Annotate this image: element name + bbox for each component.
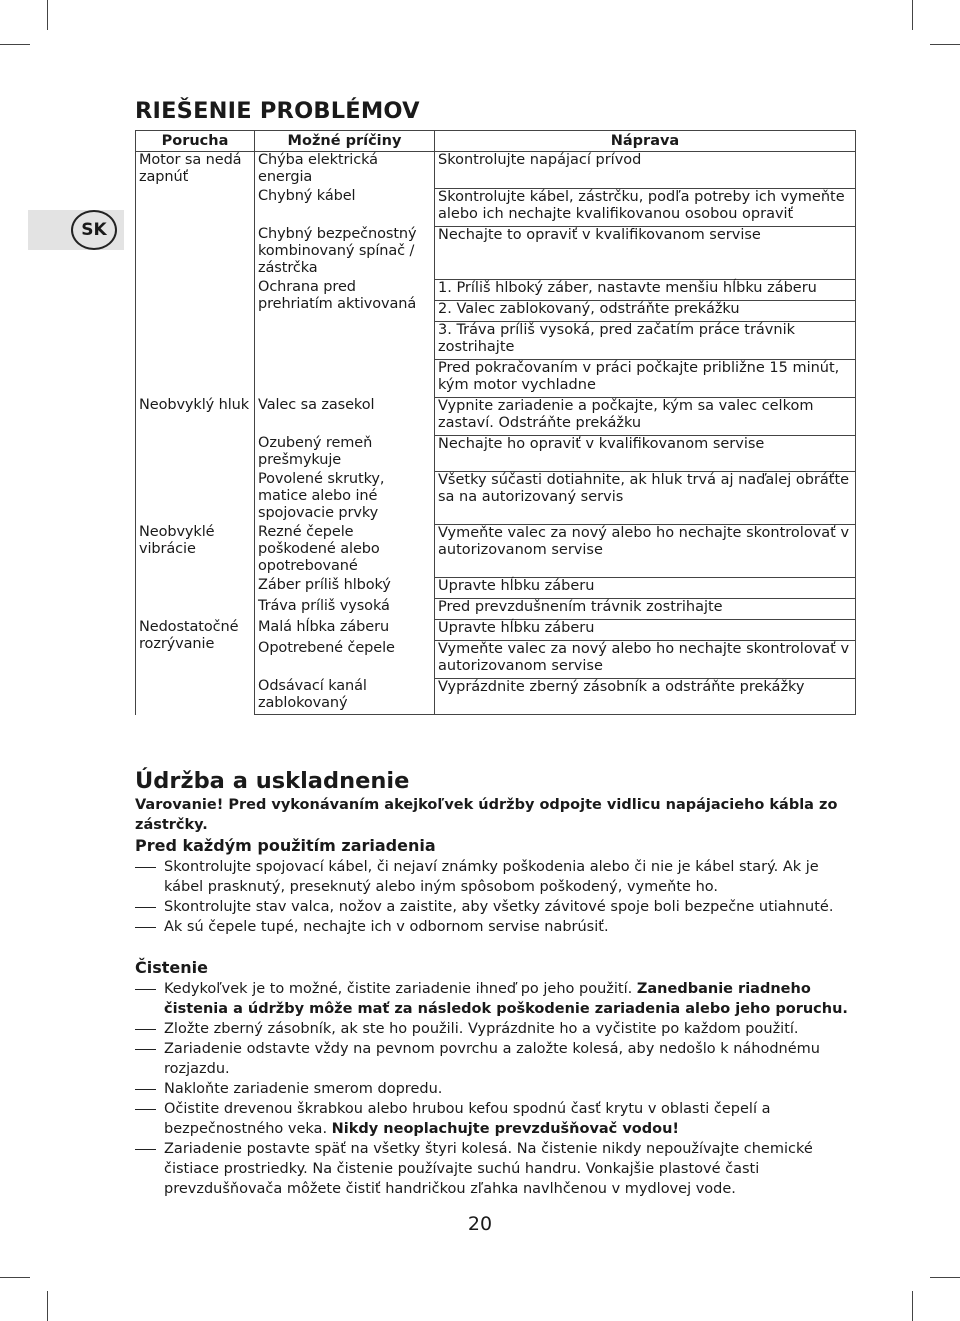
crop-mark <box>930 1277 960 1278</box>
remedy-text: Pred prevzdušnením trávnik zostrihajte <box>438 598 723 615</box>
remedy-cell <box>435 619 856 640</box>
crop-mark <box>912 0 913 30</box>
troubleshooting-table <box>135 130 856 715</box>
remedy-text: 1. Príliš hlboký záber, nastavte menšiu hĺbku záberu <box>438 279 817 296</box>
cause-cell: Chýba elektrická energia <box>255 152 435 189</box>
crop-mark <box>0 44 30 45</box>
remedy-text: Vypnite zariadenie a počkajte, kým sa valec celkom zastaví. Odstráňte prekážku <box>438 397 814 431</box>
body-text: Zariadenie odstavte vždy na pevnom povrchu a založte kolesá, aby nedošlo k náhodnému rozjazdu. <box>164 1041 820 1077</box>
cause-cell: Tráva príliš vysoká <box>255 598 435 619</box>
cause-cell: Opotrebené čepele <box>255 640 435 678</box>
remedy-text: Pred pokračovaním v práci počkajte približne 15 minút, kým motor vychladne <box>435 359 855 397</box>
language-badge: SK <box>71 210 117 250</box>
remedy-cell <box>435 226 856 279</box>
remedy-text: Nechajte to opraviť v kvalifikovanom servise <box>438 226 761 243</box>
remedy-text: Upravte hĺbku záberu <box>438 619 595 636</box>
cause-cell: Malá hĺbka záberu <box>255 619 435 640</box>
before-use-section <box>135 836 860 937</box>
remedy-text: Vyprázdnite zberný zásobník a odstráňte prekážky <box>438 678 805 695</box>
crop-mark <box>47 0 48 30</box>
remedy-text: Skontrolujte napájací prívod <box>438 152 642 168</box>
list-item <box>135 857 860 897</box>
remedy-cell <box>435 598 856 619</box>
fault-cell: Neobvyklý hluk <box>136 397 255 524</box>
crop-mark <box>912 1291 913 1321</box>
cleaning-section <box>135 958 860 1199</box>
body-text: Skontrolujte spojovací kábel, či nejaví známky poškodenia alebo či nie je kábel starý. Ak je kábel prasknutý, preseknutý alebo iným spôsobom poškodený, vymeňte ho. <box>164 859 819 895</box>
remedy-text: Vymeňte valec za nový alebo ho nechajte skontrolovať v autorizovanom servise <box>438 640 850 674</box>
list-item <box>135 1019 860 1039</box>
cause-cell: Odsávací kanál zablokovaný <box>255 678 435 715</box>
cleaning-list <box>135 979 860 1199</box>
remedy-text: Vymeňte valec za nový alebo ho nechajte skontrolovať v autorizovanom servise <box>438 524 850 558</box>
remedy-text: Všetky súčasti dotiahnite, ak hluk trvá aj naďalej obráťte sa na autorizovaný servis <box>438 471 850 505</box>
crop-mark <box>47 1291 48 1321</box>
remedy-cell <box>435 188 856 226</box>
bold-text: Zanedbanie riadneho čistenia a údržby môže mať za následok poškodenie zariadenia alebo jeho poruchu. <box>164 981 848 1017</box>
table-row <box>136 524 856 577</box>
remedy-cell <box>435 152 856 189</box>
remedy-cell <box>435 279 856 397</box>
remedy-text: Upravte hĺbku záberu <box>438 577 595 594</box>
cause-cell: Povolené skrutky, matice alebo iné spojovacie prvky <box>255 471 435 524</box>
list-item <box>135 979 860 1019</box>
cause-cell: Rezné čepele poškodené alebo opotrebované <box>255 524 435 577</box>
list-item <box>135 897 860 917</box>
cause-cell: Ochrana pred prehriatím aktivovaná <box>255 279 435 397</box>
remedy-text: 2. Valec zablokovaný, odstráňte prekážku <box>435 300 855 321</box>
cause-cell: Chybný kábel <box>255 188 435 226</box>
remedy-cell <box>435 640 856 678</box>
list-item <box>135 1079 860 1099</box>
column-header-remedy: Náprava <box>435 131 856 152</box>
warning-text: Varovanie! Pred vykonávaním akejkoľvek údržby odpojte vidlicu napájacieho kábla zo zástrčky. <box>135 797 838 833</box>
remedy-cell <box>435 435 856 471</box>
fault-cell: Neobvyklé vibrácie <box>136 524 255 619</box>
cleaning-heading: Čistenie <box>135 958 208 977</box>
page-title: RIEŠENIE PROBLÉMOV <box>135 98 420 124</box>
body-text: Kedykoľvek je to možné, čistite zariadenie ihneď po jeho použití. <box>164 981 637 997</box>
before-use-list <box>135 857 860 937</box>
fault-cell: Nedostatočné rozrývanie <box>136 619 255 715</box>
page-number: 20 <box>467 1213 493 1235</box>
list-item <box>135 1039 860 1079</box>
remedy-text: 3. Tráva príliš vysoká, pred začatím práce trávnik zostrihajte <box>435 321 855 359</box>
remedy-cell <box>435 471 856 524</box>
cause-cell: Valec sa zasekol <box>255 397 435 435</box>
remedy-text: Skontrolujte kábel, zástrčku, podľa potreby ich vymeňte alebo ich nechajte kvalifikovanou osobou opraviť <box>438 188 845 222</box>
body-text: Zariadenie postavte späť na všetky štyri kolesá. Na čistenie nikdy nepoužívajte chemické čistiace prostriedky. Na čistenie používajte suchú handru. Vonkajšie plastové časti prevzdušňovača môžete čistiť handričkou zľahka navlhčenou v mydlovej vode. <box>164 1141 813 1197</box>
body-text: Zložte zberný zásobník, ak ste ho použili. Vyprázdnite ho a vyčistite po každom použití. <box>164 1021 799 1037</box>
column-header-cause: Možné príčiny <box>255 131 435 152</box>
table-row <box>136 152 856 189</box>
crop-mark <box>930 44 960 45</box>
remedy-cell <box>435 397 856 435</box>
fault-cell: Motor sa nedá zapnúť <box>136 152 255 398</box>
body-text: Nakloňte zariadenie smerom dopredu. <box>164 1081 443 1097</box>
cause-cell: Ozubený remeň prešmykuje <box>255 435 435 471</box>
crop-mark <box>0 1277 30 1278</box>
body-text: Ak sú čepele tupé, nechajte ich v odbornom servise nabrúsiť. <box>164 919 609 935</box>
table-row <box>136 397 856 435</box>
list-item <box>135 917 860 937</box>
remedy-cell <box>435 678 856 715</box>
cause-cell: Chybný bezpečnostný kombinovaný spínač / zástrčka <box>255 226 435 279</box>
list-item <box>135 1139 860 1199</box>
remedy-text: Nechajte ho opraviť v kvalifikovanom servise <box>438 435 765 452</box>
list-item <box>135 1099 860 1139</box>
table-row <box>136 619 856 640</box>
remedy-cell <box>435 524 856 577</box>
body-text: Skontrolujte stav valca, nožov a zaistite, aby všetky závitové spoje boli bezpečne utiahnuté. <box>164 899 834 915</box>
maintenance-heading: Údržba a uskladnenie <box>135 768 410 794</box>
column-header-fault: Porucha <box>136 131 255 152</box>
cause-cell: Záber príliš hlboký <box>255 577 435 598</box>
bold-text: Nikdy neoplachujte prevzdušňovač vodou! <box>331 1121 680 1137</box>
body-text: Očistite drevenou škrabkou alebo hrubou kefou spodnú časť krytu v oblasti čepelí a bezpečnostného veka. <box>164 1101 771 1137</box>
before-use-heading: Pred každým použitím zariadenia <box>135 836 436 855</box>
remedy-cell <box>435 577 856 598</box>
